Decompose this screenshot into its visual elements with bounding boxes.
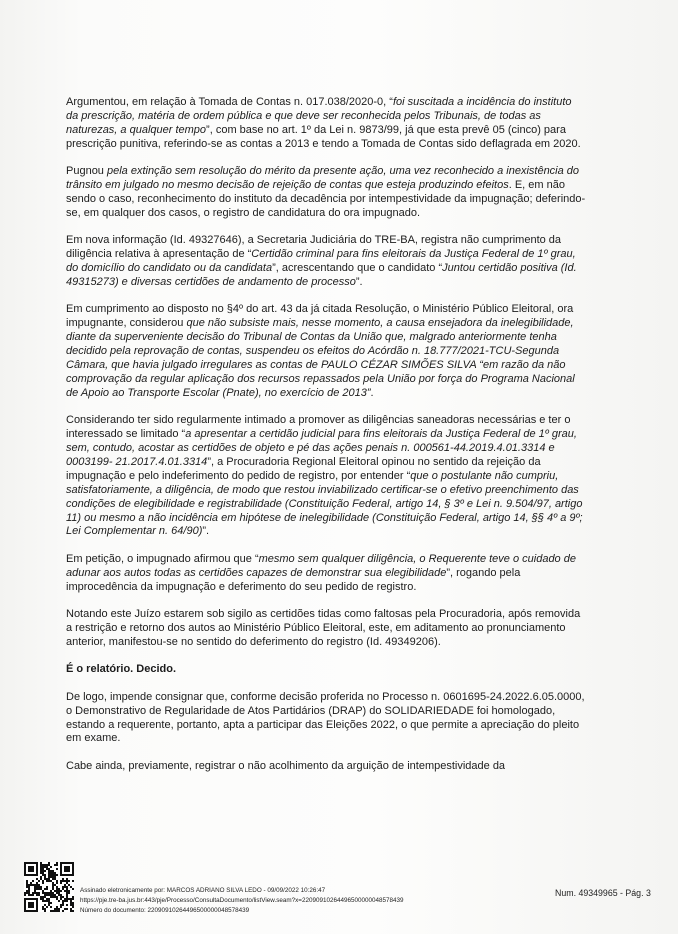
document-url[interactable]: https://pje.tre-ba.jus.br:443/pje/Processo/ConsultaDocumento/listView.seam?x=22090910264496500000048578439 — [80, 897, 404, 905]
italic-quote: pela extinção sem resolução do mérito da presente ação, uma vez reconhecido a inexistência do trânsito em julgado no mesmo decisão de rejeição de contas que esteja produzindo efeitos — [66, 165, 580, 192]
text-run: Em cumprimento ao disposto no §4º do art. 43 da já citada Resolução, o Ministério Público Eleitoral, ora impugnante, considerou — [66, 303, 574, 330]
text-run: ”. — [355, 275, 363, 288]
page-footer — [0, 852, 678, 934]
text-run: ”. — [202, 525, 210, 538]
section-heading — [66, 663, 586, 677]
body-paragraph — [66, 691, 586, 747]
text-run: ”, a Procuradoria Regional Eleitoral opinou no sentido da rejeição da impugnação e pelo indeferimento do pedido de registro, por entender “ — [66, 455, 541, 482]
text-run: Argumentou, em relação à Tomada de Contas n. 017.038/2020-0, “ — [66, 96, 393, 108]
italic-quote: que não subsiste mais, nesse momento, a causa ensejadora da inelegibilidade, diante da superveniente decisão do Tribunal de Contas da União que, malgrado anteriormente tenha decidido pela reprovação de contas, suspendeu os efeitos do Acórdão n. 18.777/2021-TCU-Segunda Câmara, que havia julgado irregulares as contas de PAULO CÉZAR SIMÕES SILVA “em razão da não comprovação da regular aplicação dos recursos repassados pela União por força do Programa Nacional de Apoio ao Transporte Escolar (Pnate), no exercício de 2013” — [66, 317, 575, 399]
electronic-signature — [80, 886, 500, 917]
italic-quote: foi suscitada a incidência do instituto da prescrição, matéria de ordem pública e que deve ser reconhecida pelos Tribunais, de todas as naturezas, a qualquer tempo — [66, 96, 572, 136]
body-paragraph — [66, 96, 586, 152]
qr-code — [24, 862, 74, 912]
italic-quote: Juntou certidão positiva (Id. 49315273) e diversas certidões de andamento de processo — [66, 262, 577, 288]
text-run: De logo, impende consignar que, conforme decisão proferida no Processo n. 0601695-24.2022.6.05.0000, o Demonstrativo de Regularidade de Atos Partidários (DRAP) do SOLIDARIEDADE foi homologado, estando a requerente, portanto, apta a participar das Eleições 2022, o que permite a apreciação do pleito em exame. — [66, 690, 585, 745]
body-paragraph — [66, 760, 586, 774]
text-run: . E, em não sendo o caso, reconhecimento do instituto da decadência por intempestividade da impugnação; deferindo-se, em qualquer dos casos, o registro de candidatura do ora impugnado. — [66, 179, 586, 219]
document-number: Número do documento: 22090910264496500000048578439 — [80, 907, 250, 915]
text-run: ”, com base no art. 1º da Lei n. 9873/99, já que esta prevê 05 (cinco) para prescrição punitiva, referindo-se as contas a 2013 e tendo a Tomada de Contas sido deflagrada em 2020. — [66, 123, 581, 150]
italic-quote: mesmo sem qualquer diligência, o Requerente teve o cuidado de adunar aos autos todas as certidões capazes de demonstrar sua elegibilidade — [66, 552, 576, 579]
text-run: Considerando ter sido regularmente intimado a promover as diligências saneadoras necessárias e ter o interessado se limitado “ — [66, 414, 571, 441]
body-paragraph — [66, 234, 586, 290]
body-paragraph — [66, 165, 586, 221]
italic-quote: que o postulante não cumpriu, satisfatoriamente, a diligência, de modo que restou inviabilizado certificar-se o efetivo preenchimento das condições de elegibilidade e registrabilidade (Constituição Federal, artigo 14, § 3º e Lei n. 9.504/97, artigo 11) ou mesmo a não incidência em hipótese de inelegibilidade (Constituição Federal, artigo 14, §§ 4º a 9º; Lei Complementar n. 64/90) — [66, 469, 583, 538]
text-run: É o relatório. Decido. — [66, 663, 177, 676]
body-paragraph — [66, 303, 586, 400]
italic-quote: a apresentar a certidão judicial para fins eleitorais da Justiça Federal de 1º grau, sem, contudo, acostar as certidões de objeto e pé das ações penais n. 000561-44.2019.4.01.3314 e 0003199- 21.2017.4.01.3314 — [66, 428, 577, 468]
text-run: . — [370, 386, 374, 399]
text-run: Notando este Juízo estarem sob sigilo as certidões tidas como faltosas pela Procuradoria, após removida a restrição e retorno dos autos ao Ministério Público Eleitoral, este, em aditamento ao pronunciamento anterior, manifestou-se no sentido do deferimento do registro (Id. 49349206). — [66, 608, 581, 648]
signature-line: Assinado eletronicamente por: MARCOS ADRIANO SILVA LEDO - 09/09/2022 10:26:47 — [80, 887, 326, 894]
text-run: ”, acrescentando que o candidato “ — [272, 262, 443, 275]
text-run: ”, rogando pela improcedência da impugnação e deferimento do seu pedido de registro. — [66, 566, 521, 593]
body-paragraph — [66, 414, 586, 539]
italic-quote: Certidão criminal para fins eleitorais da Justiça Federal de 1º grau, do domicílio do candidato ou da candidata — [66, 248, 576, 275]
text-run: Cabe ainda, previamente, registrar o não acolhimento da arguição de intempestividade da — [66, 759, 506, 772]
document-body — [66, 96, 586, 787]
text-run: Em petição, o impugnado afirmou que “ — [66, 552, 259, 565]
body-paragraph — [66, 553, 586, 595]
text-run: Em nova informação (Id. 49327646), a Secretaria Judiciária do TRE-BA, registra não cumprimento da diligência relativa à apresentação de “ — [66, 234, 562, 261]
page-number: Num. 49349965 - Pág. 3 — [555, 888, 651, 898]
text-run: Pugnou — [66, 165, 107, 178]
body-paragraph — [66, 608, 586, 650]
